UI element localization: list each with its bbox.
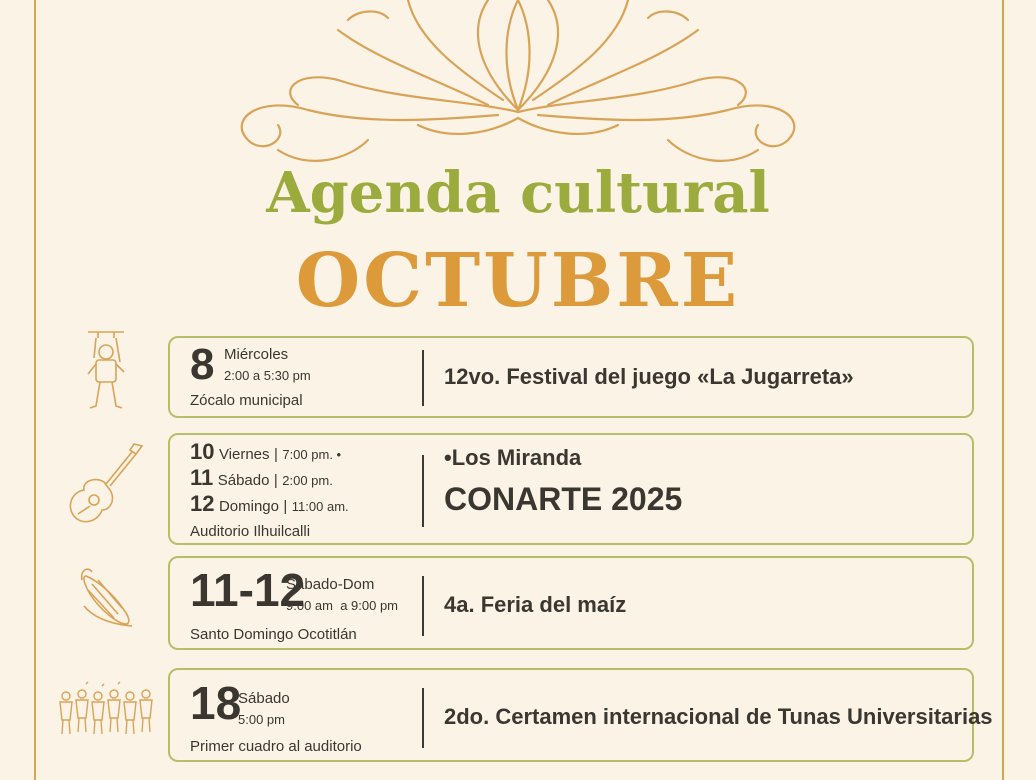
- marionette-icon: [78, 328, 134, 416]
- schedule-date: 12: [190, 491, 215, 516]
- event-day: Miércoles: [224, 346, 289, 363]
- corn-icon: [78, 566, 138, 630]
- event-place: Auditorio Ilhuilcalli: [190, 523, 311, 540]
- event-card: [168, 336, 974, 418]
- event-title: 2do. Certamen internacional de Tunas Universitarias: [444, 704, 993, 729]
- schedule-time: 7:00 pm. •: [282, 447, 342, 462]
- card-divider: [422, 688, 424, 748]
- event-date: 11-12: [190, 564, 306, 616]
- event-card: [168, 556, 974, 650]
- event-day: Sábado: [238, 690, 290, 707]
- event-title: •Los Miranda: [444, 445, 582, 470]
- card-divider: [422, 455, 424, 527]
- guitar-icon: [64, 440, 148, 526]
- schedule-row: 12 Domingo | 11:00 am.: [190, 491, 349, 516]
- event-title: 12vo. Festival del juego «La Jugarreta»: [444, 364, 854, 389]
- schedule-date: 10: [190, 439, 215, 464]
- event-place: Santo Domingo Ocotitlán: [190, 626, 357, 643]
- schedule-day: Viernes: [218, 446, 270, 463]
- card-divider: [422, 576, 424, 636]
- schedule-time: 11:00 am.: [291, 499, 349, 514]
- event-title: 4a. Feria del maíz: [444, 592, 627, 617]
- card-divider: [422, 350, 424, 406]
- event-time: 2:00 a 5:30 pm: [224, 368, 311, 383]
- event-title-highlight: CONARTE 2025: [444, 481, 683, 517]
- event-date: 18: [190, 677, 242, 729]
- event-card: [168, 433, 974, 545]
- schedule-date: 11: [190, 465, 214, 490]
- event-place: Primer cuadro al auditorio: [190, 738, 362, 755]
- event-date: 8: [190, 340, 215, 389]
- event-place: Zócalo municipal: [190, 392, 303, 409]
- event-time: 9:00 am a 9:00 pm: [286, 598, 399, 613]
- event-time: 5:00 pm: [238, 712, 285, 727]
- page-subtitle-month: OCTUBRE: [295, 238, 741, 324]
- schedule-row: 10 Viernes | 7:00 pm. •: [190, 439, 342, 464]
- frame-line-left: [34, 0, 36, 780]
- schedule-day: Sábado: [217, 472, 270, 489]
- tuna-musicians-icon: [56, 680, 156, 744]
- page-title: Agenda cultural: [266, 160, 770, 226]
- schedule-time: 2:00 pm.: [282, 473, 333, 488]
- event-card: [168, 668, 993, 762]
- frame-line-right: [1002, 0, 1004, 780]
- event-day: Sábado-Dom: [286, 576, 375, 593]
- schedule-row: 11 Sábado | 2:00 pm.: [190, 465, 333, 490]
- schedule-day: Domingo: [218, 498, 279, 515]
